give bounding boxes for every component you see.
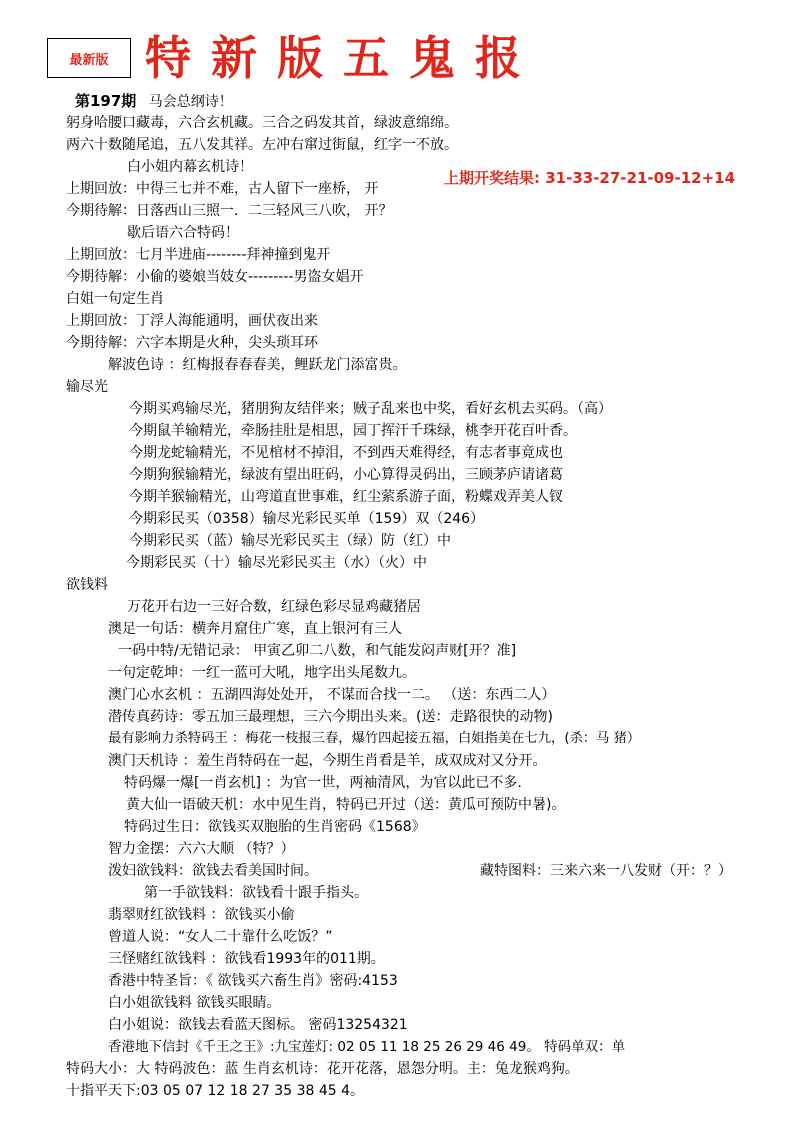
text-line: 欲钱料 (66, 577, 108, 593)
text-line: 今期彩民买（0358）输尽光彩民买单（159）双（246） (129, 511, 485, 527)
text-line: 今期待解：六字本期是火种，尖头琐耳环 (66, 335, 318, 351)
text-line: 今期羊猴输精光，山弯道直世事难，红尘萦系游子面，粉蝶戏弄美人钗 (129, 489, 563, 505)
text-line: 两六十数随尾追，五八发其祥。左冲右窜过街鼠，红字一不放。 (66, 137, 458, 153)
text-line: 今期买鸡输尽光，猪朋狗友结伴来；贼子乱来也中奖，看好玄机去买码。（高） (129, 401, 612, 417)
page-title: 特新版五鬼报 (145, 31, 541, 85)
text-line: 澳门心水玄机 ：五湖四海处处开， 不谋而合找一二。 （送：东西二人） (108, 687, 556, 703)
edition-badge: 最新版 (47, 38, 131, 78)
text-line: 黄大仙一语破天机：水中见生肖，特码已开过（送：黄瓜可预防中暑)。 (126, 797, 566, 813)
text-line: 翡翠财红欲钱料 ：欲钱买小偷 (108, 907, 295, 923)
text-line: 最有影响力杀特码王 ：梅花一枝报三春，爆竹四起接五福，白姐指美在七九，(杀：马 猪） (108, 731, 641, 746)
text-line: 歇后语六合特码！ (127, 225, 239, 241)
text-line: 藏特图料：三来六来一八发财（开：？） (480, 863, 732, 879)
text-line: 特码大小：大 特码波色：蓝 生肖玄机诗：花开花落，恩怨分明。主：兔龙猴鸡狗。 (66, 1061, 579, 1077)
text-line: 白小姐内幕玄机诗！ (127, 159, 253, 175)
text-line: 特码过生日：欲钱买双胞胎的生肖密码《1568》 (124, 819, 426, 835)
text-line: 上期回放：丁浮人海能通明，画伏夜出来 (66, 313, 318, 329)
text-line: 泼妇欲钱料：欲钱去看美国时间。 (108, 863, 318, 879)
text-line: 今期彩民买（蓝）输尽光彩民买主（绿）防（红）中 (129, 533, 451, 549)
text-line: 今期待解：小偷的婆娘当妓女---------男盗女娼开 (66, 269, 364, 285)
text-line: 潜传真药诗：零五加三最理想，三六今期出头来。(送：走路很快的动物) (108, 709, 553, 725)
text-line: 上期回放：中得三七并不难，古人留下一座桥， 开 (66, 181, 379, 197)
text-line: 今期鼠羊输精光，牵肠挂肚是相思，园丁挥汗千珠绿，桃李开花百叶香。 (129, 423, 577, 439)
text-line: 三怪赌红欲钱料 ：欲钱看1993年的011期。 (108, 951, 385, 967)
text-line: 今期待解：日落西山三照一．二三轻风三八吹， 开？ (66, 203, 393, 219)
text-line: 一码中特/无错记录： 甲寅乙卯二八数，和气能发闷声财[开？准] (118, 643, 517, 659)
text-line: 特码爆一爆[一肖玄机] ：为官一世，两袖清风，为官以此已不多. (124, 775, 522, 791)
issue-subtitle: 马会总纲诗！ (148, 94, 233, 110)
text-line: 香港中特圣旨：《 欲钱买六畜生肖》密码:4153 (108, 973, 398, 989)
issue-heading (75, 92, 233, 111)
text-line: 第一手欲钱料：欲钱看十跟手指头。 (144, 885, 368, 901)
text-line: 香港地下信封《千王之王》:九宝莲灯: 02 05 11 18 25 26 29 46 49。 特码单双：单 (108, 1039, 626, 1055)
last-draw-result: 上期开奖结果: 31-33-27-21-09-12+14 (444, 169, 736, 187)
text-line: 智力金摆：六六大顺 （特？） (108, 841, 295, 857)
text-line: 白小姐说：欲钱去看蓝天图标。 密码13254321 (108, 1017, 408, 1033)
text-line: 今期龙蛇输精光，不见棺材不掉泪，不到西天难得经，有志者事竟成也 (129, 445, 563, 461)
text-line: 万花开右边一三好合数，红绿色彩尽显鸡藏猪居 (127, 599, 421, 615)
text-line: 躬身哈腰口藏毒，六合玄机藏。三合之码发其首，绿波意绵绵。 (66, 115, 458, 131)
text-line: 一句定乾坤：一红一蓝可大吼，地字出头尾数九。 (108, 665, 416, 681)
text-line: 曾道人说：“女人二十靠什么吃饭？” (108, 929, 333, 945)
text-line: 十指平天下:03 05 07 12 18 27 35 38 45 4。 (66, 1083, 365, 1099)
text-line: 今期狗猴输精光，绿波有望出旺码，小心算得灵码出，三顾茅庐请诸葛 (129, 467, 563, 483)
text-line: 今期彩民买（十）输尽光彩民买主（水）（火）中 (126, 555, 427, 571)
text-line: 上期回放：七月半进庙--------拜神撞到鬼开 (66, 247, 331, 263)
text-line: 输尽光 (66, 379, 108, 395)
issue-number: 第197期 (75, 92, 137, 110)
text-line: 白小姐欲钱料 欲钱买眼睛。 (108, 995, 281, 1011)
text-line: 白姐一句定生肖 (66, 291, 164, 307)
text-line: 解波色诗 ：红梅报春春春美，鲤跃龙门添富贵。 (108, 357, 407, 373)
text-line: 澳门天机诗 ：羞生肖特码在一起，今期生肖看是羊，成双成对又分开。 (108, 753, 547, 769)
text-line: 澳足一句话：横奔月窟住广寒，直上银河有三人 (108, 621, 402, 637)
